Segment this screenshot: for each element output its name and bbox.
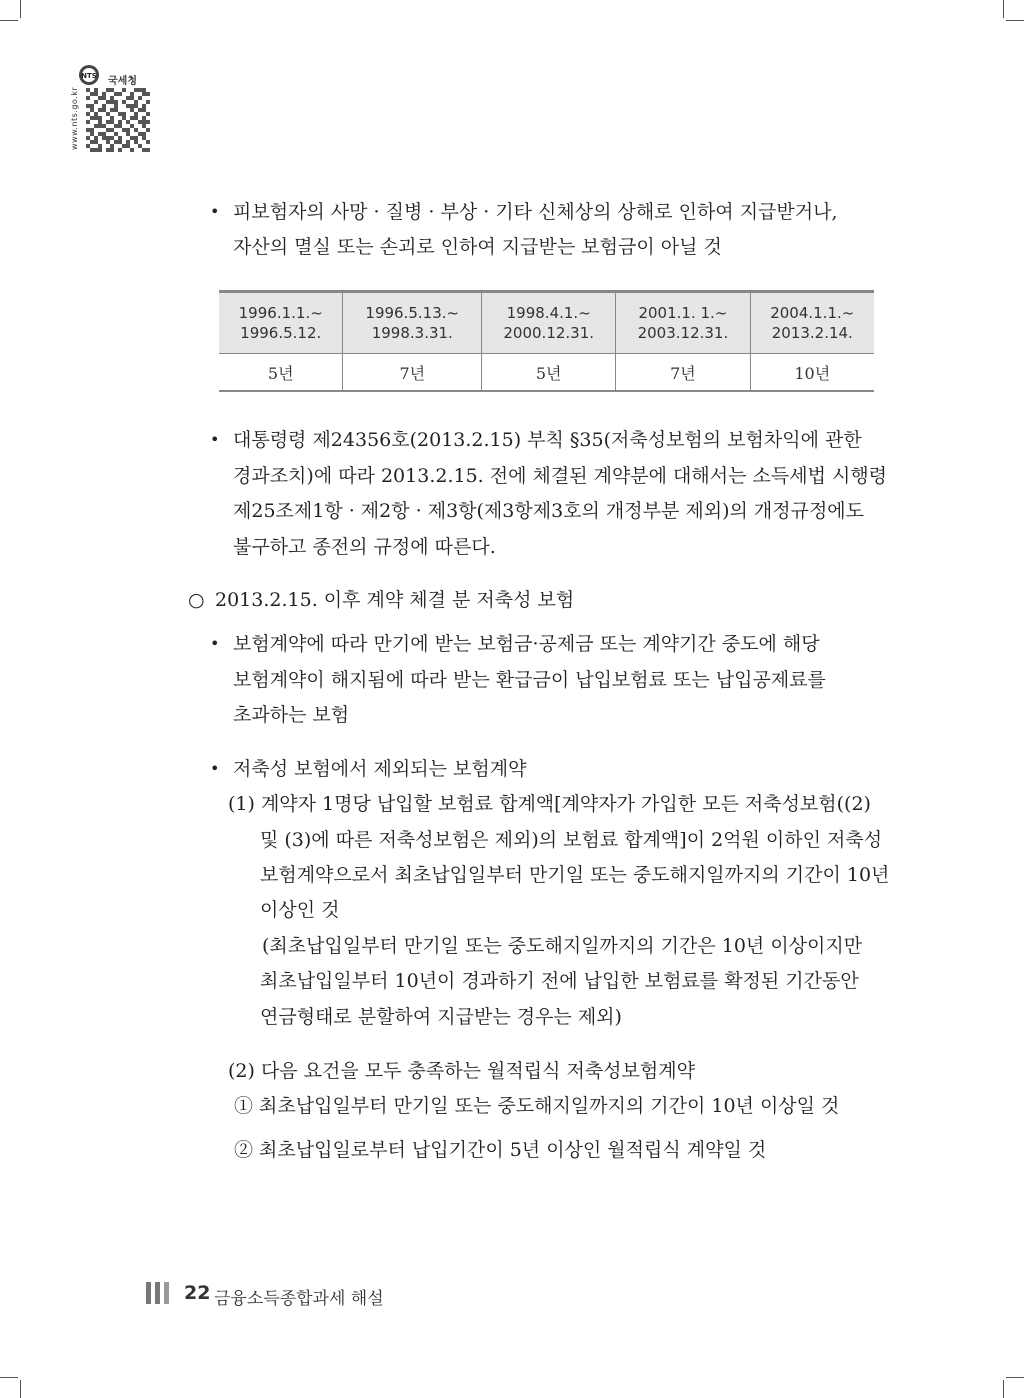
bullet-marker: • <box>210 634 220 653</box>
item1-line-4: 이상인 것 <box>260 899 340 921</box>
years-cell: 5년 <box>219 354 343 392</box>
period-cell: 1996.1.1.~ 1996.5.12. <box>219 292 343 354</box>
bullet1-line-2: 자산의 멸실 또는 손괴로 인하여 지급받는 보험금이 아닐 것 <box>233 236 722 258</box>
crop-mark <box>20 1380 21 1398</box>
period-table <box>219 290 874 392</box>
bullet1-line-1: 피보험자의 사망 · 질병 · 부상 · 기타 신체상의 상해로 인하여 지급받거나, <box>233 201 838 223</box>
table-header-row <box>219 292 874 354</box>
page-number: 22 <box>184 1282 211 1304</box>
item2-condition-2: ② 최초납입일로부터 납입기간이 5년 이상인 월적립식 계약일 것 <box>234 1139 767 1161</box>
crop-mark <box>1003 0 1004 18</box>
section-title: 2013.2.15. 이후 계약 체결 분 저축성 보험 <box>215 589 575 611</box>
bullet2-line-2: 경과조치)에 따라 2013.2.15. 전에 체결된 계약분에 대해서는 소득세법 시행령 <box>233 465 888 487</box>
crop-mark <box>0 20 18 21</box>
nts-logo-icon <box>78 64 100 86</box>
bullet4-title: 저축성 보험에서 제외되는 보험계약 <box>233 758 527 780</box>
bullet2-line-3: 제25조제1항 · 제2항 · 제3항(제3항제3호의 개정부분 제외)의 개정규정에도 <box>233 500 865 522</box>
years-cell: 5년 <box>482 354 616 392</box>
table-row <box>219 354 874 392</box>
bullet2-line-1: 대통령령 제24356호(2013.2.15) 부칙 §35(저축성보험의 보험차익에 관한 <box>233 429 862 451</box>
item2-condition-1: ① 최초납입일부터 만기일 또는 중도해지일까지의 기간이 10년 이상일 것 <box>234 1095 840 1117</box>
years-cell: 7년 <box>343 354 482 392</box>
item1-note-1: (최초납입일부터 만기일 또는 중도해지일까지의 기간은 10년 이상이지만 <box>262 935 863 957</box>
crop-mark <box>20 0 21 18</box>
bullet-marker: • <box>210 430 220 449</box>
crop-mark <box>0 1377 18 1378</box>
bullet3-line-1: 보험계약에 따라 만기에 받는 보험금·공제금 또는 계약기간 중도에 해당 <box>233 633 820 655</box>
bullet3-line-3: 초과하는 보험 <box>233 704 350 726</box>
item1-line-3: 보험계약으로서 최초납입일부터 만기일 또는 중도해지일까지의 기간이 10년 <box>260 864 890 886</box>
years-cell: 10년 <box>750 354 874 392</box>
period-cell: 1996.5.13.~ 1998.3.31. <box>343 292 482 354</box>
agency-name: 국세청 <box>108 76 137 87</box>
crop-mark <box>1006 1377 1024 1378</box>
bullet2-line-4: 불구하고 종전의 규정에 따른다. <box>233 536 496 558</box>
bullet3-line-2: 보험계약이 해지됨에 따라 받는 환급금이 납입보험료 또는 납입공제료를 <box>233 669 826 691</box>
crop-mark <box>1006 20 1024 21</box>
period-cell: 2004.1.1.~ 2013.2.14. <box>750 292 874 354</box>
crop-mark <box>1003 1380 1004 1398</box>
years-cell: 7년 <box>616 354 750 392</box>
section-marker: ○ <box>188 589 205 611</box>
qr-code-icon <box>86 88 150 152</box>
item2-title: (2) 다음 요건을 모두 충족하는 월적립식 저축성보험계약 <box>228 1060 695 1082</box>
bullet-marker: • <box>210 202 220 221</box>
item1-line-1: (1) 계약자 1명당 납입할 보험료 합계액[계약자가 가입한 모든 저축성보험((2) <box>228 793 871 815</box>
agency-url: www.nts.go.kr <box>70 86 79 150</box>
item1-note-2: 최초납입일부터 10년이 경과하기 전에 납입한 보험료를 확정된 기간동안 <box>260 970 859 992</box>
logo-text: NTS <box>81 72 97 80</box>
bullet-marker: • <box>210 759 220 778</box>
period-cell: 2001.1. 1.~ 2003.12.31. <box>616 292 750 354</box>
book-title: 금융소득종합과세 해설 <box>214 1289 384 1309</box>
item1-note-3: 연금형태로 분할하여 지급받는 경우는 제외) <box>260 1006 622 1028</box>
item1-line-2: 및 (3)에 따른 저축성보험은 제외)의 보험료 합계액]이 2억원 이하인 저축성 <box>260 829 883 851</box>
period-cell: 1998.4.1.~ 2000.12.31. <box>482 292 616 354</box>
